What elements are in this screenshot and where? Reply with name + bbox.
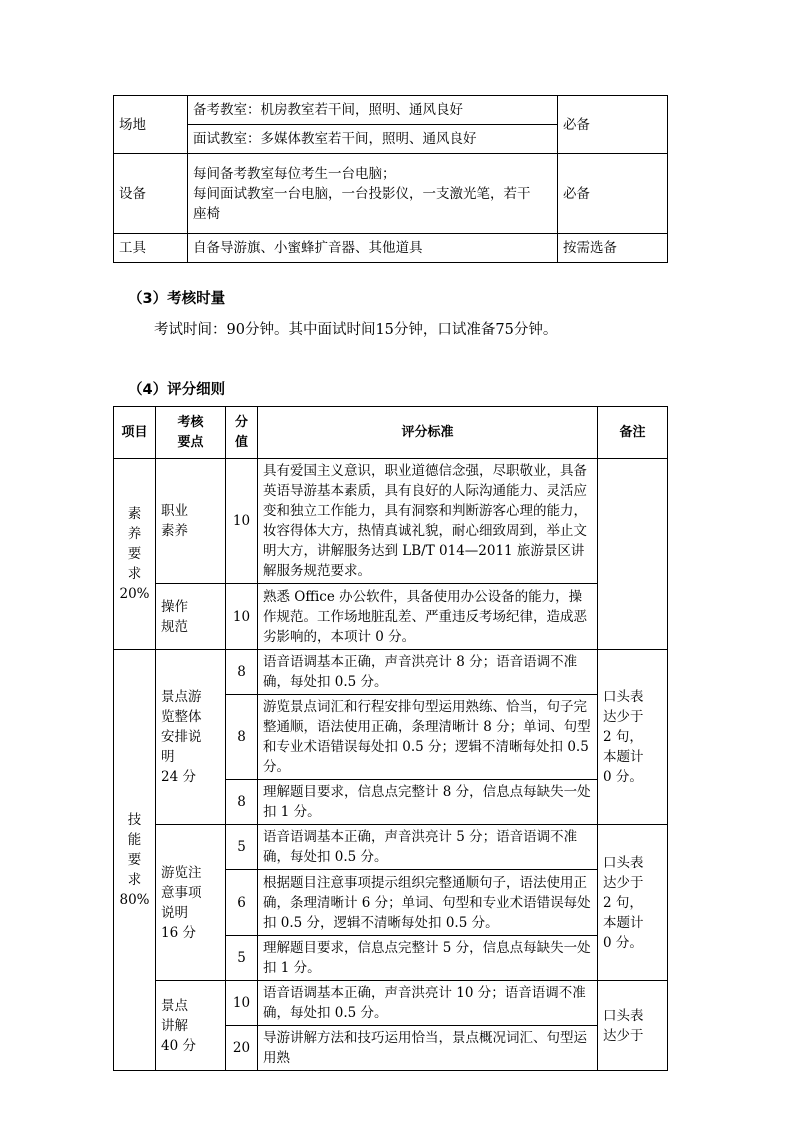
score-cell: 10 [226,584,258,650]
venue-item: 场地 [114,96,188,154]
score-table [113,406,668,1071]
standard-cell: 理解题目要求，信息点完整计 5 分，信息点每缺失一处扣 1 分。 [258,936,598,981]
header-score: 分 值 [226,407,258,459]
tools-item: 工具 [114,234,188,263]
section3-title: （3）考核时量 [128,291,226,307]
score-cell: 6 [226,870,258,936]
equipment-content: 每间备考教室每位考生一台电脑； 每间面试教室一台电脑，一台投影仪，一支激光笔，若干 座椅 [188,154,558,234]
note-cell: 口头表 达少于 2 句， 本题计 0 分。 [598,825,668,981]
score-cell: 8 [226,650,258,695]
point-cell: 景点 讲解 40 分 [156,981,226,1071]
group-label: 技 能 要 求 80% [114,650,156,1071]
section4-title: （4）评分细则 [128,382,226,398]
venue-table [113,95,668,263]
standard-cell: 语音语调基本正确，声音洪亮计 5 分；语音语调不准确，每处扣 0.5 分。 [258,825,598,870]
header-standard: 评分标准 [258,407,598,459]
score-cell: 20 [226,1026,258,1071]
standard-cell: 导游讲解方法和技巧运用恰当，景点概况词汇、句型运用熟 [258,1026,598,1071]
score-cell: 5 [226,825,258,870]
venue-content: 备考教室：机房教室若干间，照明、通风良好 [188,96,558,125]
standard-cell: 语音语调基本正确，声音洪亮计 10 分；语音语调不准确，每处扣 0.5 分。 [258,981,598,1026]
tools-requirement: 按需选备 [558,234,668,263]
header-point: 考核 要点 [156,407,226,459]
note-cell [598,459,668,650]
tools-content: 自备导游旗、小蜜蜂扩音器、其他道具 [188,234,558,263]
standard-cell: 根据题目注意事项提示组织完整通顺句子，语法使用正确，条理清晰计 6 分；单词、句型和专业术语错误每处扣 0.5 分，逻辑不清晰每处扣 0.5 分。 [258,870,598,936]
header-note: 备注 [598,407,668,459]
venue-content: 面试教室：多媒体教室若干间，照明、通风良好 [188,125,558,154]
score-cell: 10 [226,459,258,584]
score-cell: 8 [226,780,258,825]
score-cell: 5 [226,936,258,981]
note-cell: 口头表 达少于 [598,981,668,1071]
note-cell: 口头表 达少于 2 句， 本题计 0 分。 [598,650,668,825]
standard-cell: 熟悉 Office 办公软件，具备使用办公设备的能力，操作规范。工作场地脏乱差、严重违反考场纪律，造成恶劣影响的，本项计 0 分。 [258,584,598,650]
point-cell: 景点游 览整体 安排说 明 24 分 [156,650,226,825]
header-item: 项目 [114,407,156,459]
equipment-requirement: 必备 [558,154,668,234]
standard-cell: 具有爱国主义意识，职业道德信念强，尽职敬业，具备英语导游基本素质，具有良好的人际沟通能力、灵活应变和独立工作能力，具有洞察和判断游客心理的能力，妆容得体大方，热情真诚礼貌，耐心细致周到，举止文明大方，讲解服务达到 LB/T 014—2011 旅游景区讲解服务规范要求。 [258,459,598,584]
venue-requirement: 必备 [558,96,668,154]
score-cell: 8 [226,695,258,780]
standard-cell: 理解题目要求，信息点完整计 8 分，信息点每缺失一处扣 1 分。 [258,780,598,825]
section3-text: 考试时间：90分钟。其中面试时间15分钟，口试准备75分钟。 [154,322,558,338]
point-cell: 游览注 意事项 说明 16 分 [156,825,226,981]
standard-cell: 游览景点词汇和行程安排句型运用熟练、恰当，句子完整通顺，语法使用正确，条理清晰计 8 分；单词、句型和专业术语错误每处扣 0.5 分；逻辑不清晰每处扣 0.5 分。 [258,695,598,780]
point-cell: 操作 规范 [156,584,226,650]
group-label: 素 养 要 求 20% [114,459,156,650]
point-cell: 职业 素养 [156,459,226,584]
standard-cell: 语音语调基本正确，声音洪亮计 8 分；语音语调不准确，每处扣 0.5 分。 [258,650,598,695]
score-cell: 10 [226,981,258,1026]
equipment-item: 设备 [114,154,188,234]
